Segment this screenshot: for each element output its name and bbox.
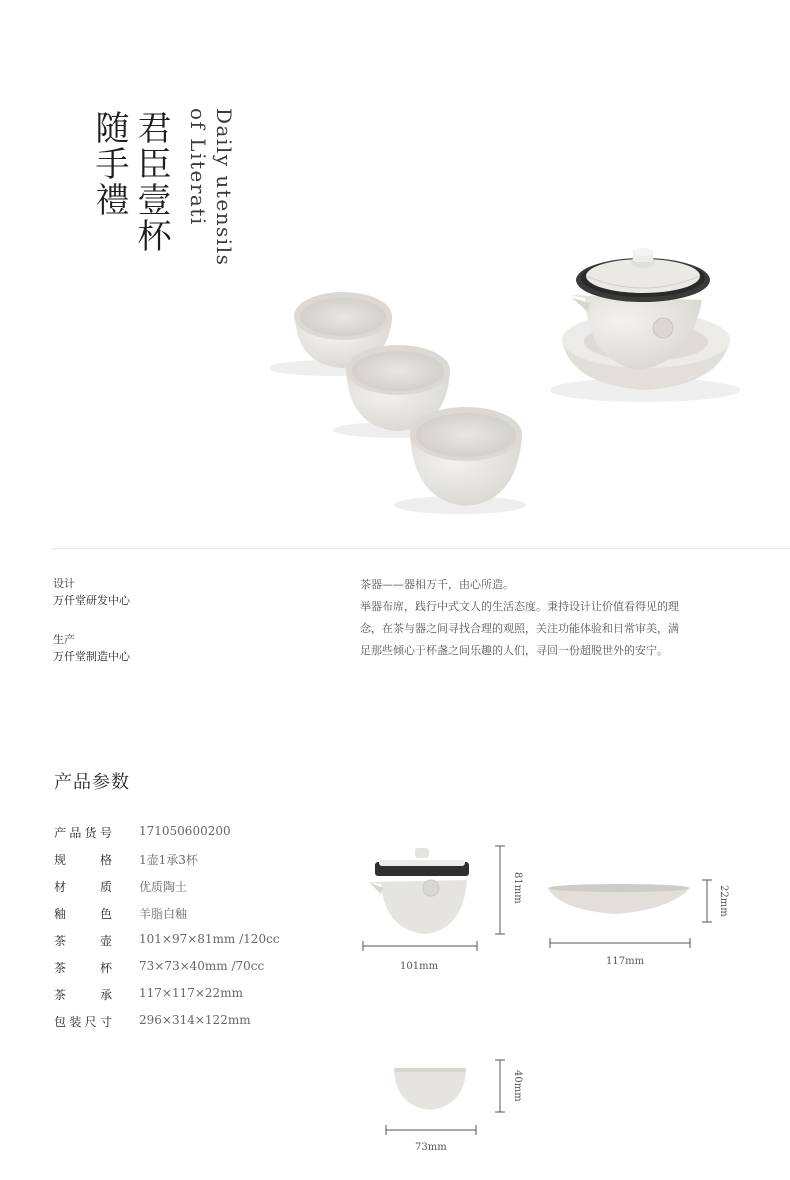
spec-label: 茶承 (54, 988, 112, 1002)
spec-label: 茶壶 (54, 934, 112, 948)
spec-label: 包装尺寸 (54, 1015, 112, 1029)
spec-value: 171050600200 (139, 824, 231, 838)
spec-label: 釉色 (54, 907, 112, 921)
title-vertical-line-2: 君臣壹杯 (131, 110, 171, 254)
spec-value: 296×314×122mm (139, 1013, 251, 1027)
production-value: 万仟堂制造中心 (53, 650, 130, 663)
design-label: 设计 (53, 577, 75, 590)
teapot-width-label: 101mm (400, 961, 439, 972)
teapot-dimension-drawing (355, 838, 530, 958)
saucer-dimension-drawing (540, 872, 720, 952)
description-line: 茶器——器相万千，由心所造。 (360, 578, 514, 591)
teacup-3 (410, 407, 522, 506)
saucer-height-label: 22mm (718, 885, 729, 917)
cup-width-label: 73mm (415, 1142, 447, 1153)
spec-label: 茶杯 (54, 961, 112, 975)
description-line: 举器布席，践行中式文人的生活态度。秉持设计让价值看得见的理 (360, 600, 679, 613)
spec-value: 73×73×40mm /70cc (139, 959, 265, 973)
section-divider (52, 548, 790, 549)
spec-value: 优质陶土 (139, 880, 188, 894)
spec-label: 材质 (54, 880, 112, 894)
spec-value: 1壶1承3杯 (139, 853, 198, 867)
saucer-width-label: 117mm (606, 956, 645, 967)
design-value: 万仟堂研发中心 (53, 594, 130, 607)
product-description (360, 574, 740, 662)
spec-value: 101×97×81mm /120cc (139, 932, 280, 946)
title-vertical-line-1: 随手禮 (89, 110, 129, 218)
spec-label: 产品货号 (54, 826, 112, 840)
spec-value: 117×117×22mm (139, 986, 243, 1000)
cup-dimension-drawing (378, 1054, 518, 1144)
tea-set-photo (270, 240, 770, 530)
latin-title-line-1: Daily utensils (212, 108, 236, 267)
teapot-height-label: 81mm (512, 872, 523, 904)
description-line: 念，在茶与器之间寻找合理的观照，关注功能体验和日常审美，满 (360, 622, 679, 635)
latin-title-line-2: of Literati (186, 108, 210, 226)
cup-height-label: 40mm (512, 1070, 523, 1102)
specs-heading: 产品参数 (54, 772, 130, 793)
spec-value: 羊脂白釉 (139, 907, 188, 921)
description-line: 足那些倾心于杯盏之间乐趣的人们，寻回一份超脱世外的安宁。 (360, 644, 668, 657)
production-label: 生产 (53, 633, 75, 646)
spec-label: 规格 (54, 853, 112, 867)
